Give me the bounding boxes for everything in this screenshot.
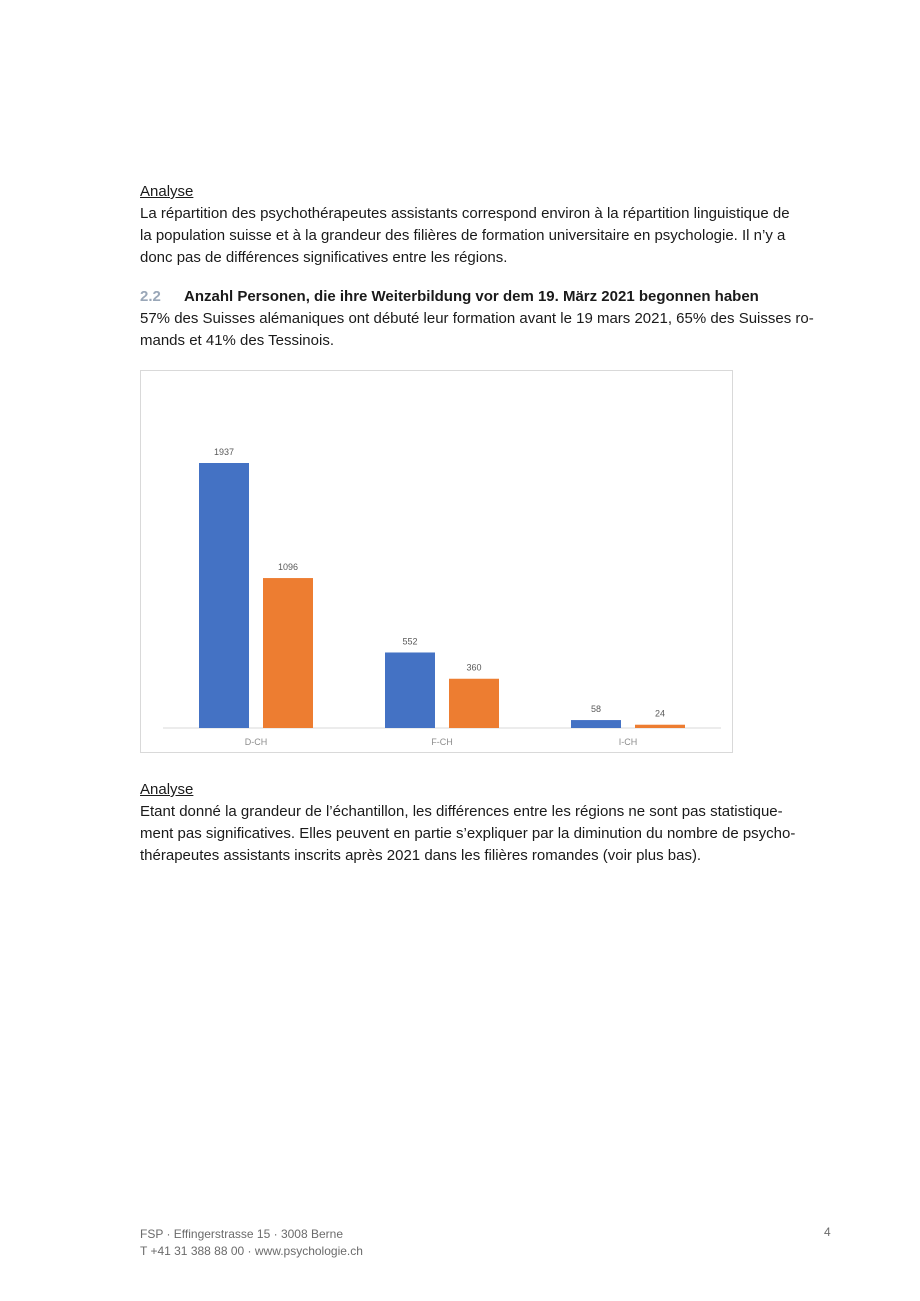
footer-address: FSP · Effingerstrasse 15 · 3008 Berne <box>140 1227 343 1241</box>
section-number: 2.2 <box>140 288 161 305</box>
page-footer <box>140 1226 363 1260</box>
analysis-section-2 <box>140 779 830 867</box>
category-label: F-CH <box>431 737 453 747</box>
analysis-label: Analyse <box>140 781 194 798</box>
intro-line: mands et 41% des Tessinois. <box>140 332 334 349</box>
data-label: 1096 <box>277 562 299 573</box>
analysis-line: donc pas de différences significatives entre les régions. <box>140 249 508 266</box>
bar <box>449 679 499 728</box>
bar-chart <box>140 370 733 753</box>
data-label: 24 <box>654 708 666 719</box>
data-label: 1937 <box>213 447 235 457</box>
bar <box>635 725 685 728</box>
bar <box>263 578 313 728</box>
analysis-line: la population suisse et à la grandeur des filières de formation universitaire en psychologie. Il n’y a <box>140 227 786 244</box>
analysis-line: La répartition des psychothérapeutes assistants correspond environ à la répartition linguistique de <box>140 205 790 222</box>
bar <box>385 652 435 728</box>
category-label: D-CH <box>244 737 268 747</box>
analysis-section-1 <box>140 181 830 269</box>
bar-chart-svg <box>141 371 734 754</box>
intro-line: 57% des Suisses alémaniques ont débuté leur formation avant le 19 mars 2021, 65% des Suisses ro- <box>140 310 814 327</box>
analysis-label: Analyse <box>140 183 194 200</box>
data-label: 360 <box>466 662 482 673</box>
analysis-line: ment pas significatives. Elles peuvent en partie s’expliquer par la diminution du nombre de psycho- <box>140 825 796 842</box>
section-heading <box>140 286 759 308</box>
bar <box>571 720 621 728</box>
bar <box>199 463 249 728</box>
analysis-line: thérapeutes assistants inscrits après 2021 dans les filières romandes (voir plus bas). <box>140 847 702 864</box>
data-label: 552 <box>402 636 418 647</box>
intro-paragraph <box>140 308 830 352</box>
analysis-line: Etant donné la grandeur de l’échantillon, les différences entre les régions ne sont pas statistique- <box>140 803 783 820</box>
footer-contact: T +41 31 388 88 00 · www.psychologie.ch <box>140 1244 363 1258</box>
data-label: 58 <box>590 704 602 715</box>
page-number: 4 <box>824 1225 831 1239</box>
section-title: Anzahl Personen, die ihre Weiterbildung vor dem 19. März 2021 begonnen haben <box>184 288 759 305</box>
category-label: I-CH <box>618 737 638 747</box>
